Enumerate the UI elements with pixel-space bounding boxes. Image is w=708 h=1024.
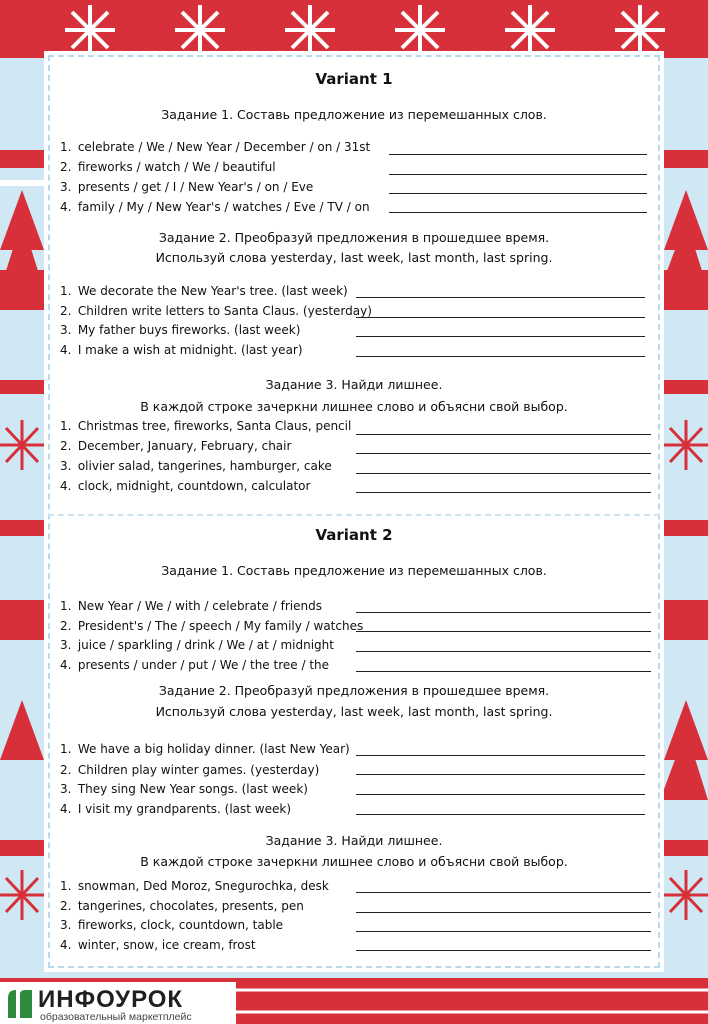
brand-logo[interactable]: [0, 982, 236, 1024]
list-item: 4. presents / under / put / We / the tree / the: [60, 658, 330, 672]
answer-line[interactable]: [356, 631, 651, 632]
answer-line[interactable]: [356, 297, 645, 298]
list-item: 2. Children play winter games. (yesterday): [60, 763, 320, 777]
answer-line[interactable]: [356, 950, 651, 951]
answer-line[interactable]: [356, 336, 645, 337]
answer-line[interactable]: [356, 671, 651, 672]
answer-line[interactable]: [356, 473, 651, 474]
task2-heading: Задание 2. Преобразуй предложения в прошедшее время.: [158, 683, 550, 698]
answer-line[interactable]: [389, 212, 647, 213]
answer-line[interactable]: [356, 755, 645, 756]
list-item: 4. clock, midnight, countdown, calculator: [60, 479, 311, 493]
variant-title: Variant 2: [315, 526, 393, 544]
list-item: 3. They sing New Year songs. (last week): [60, 782, 308, 796]
answer-line[interactable]: [356, 912, 651, 913]
list-item: 1. We decorate the New Year's tree. (last week): [60, 284, 348, 298]
task3-subheading: В каждой строке зачеркни лишнее слово и объясни свой выбор.: [140, 399, 568, 414]
list-item: 1. Christmas tree, fireworks, Santa Claus, pencil: [60, 419, 352, 433]
list-item: 2. December, January, February, chair: [60, 439, 292, 453]
answer-line[interactable]: [356, 931, 651, 932]
list-item: 4. I make a wish at midnight. (last year): [60, 343, 303, 357]
answer-line[interactable]: [356, 356, 645, 357]
logo-mark-icon: [4, 988, 36, 1020]
list-item: 2. fireworks / watch / We / beautiful: [60, 160, 276, 174]
list-item: 3. olivier salad, tangerines, hamburger, cake: [60, 459, 332, 473]
list-item: 3. My father buys fireworks. (last week): [60, 323, 301, 337]
task1-heading: Задание 1. Составь предложение из перемешанных слов.: [161, 563, 547, 578]
answer-line[interactable]: [356, 612, 651, 613]
task3-subheading: В каждой строке зачеркни лишнее слово и объясни свой выбор.: [140, 854, 568, 869]
answer-line[interactable]: [356, 814, 645, 815]
answer-line[interactable]: [356, 317, 645, 318]
answer-line[interactable]: [356, 892, 651, 893]
variant-title: Variant 1: [315, 70, 393, 88]
task3-heading: Задание 3. Найди лишнее.: [265, 833, 443, 848]
list-item: 4. I visit my grandparents. (last week): [60, 802, 292, 816]
task2-heading: Задание 2. Преобразуй предложения в прошедшее время.: [158, 230, 550, 245]
list-item: 4. winter, snow, ice cream, frost: [60, 938, 256, 952]
list-item: 3. juice / sparkling / drink / We / at / midnight: [60, 638, 334, 652]
answer-line[interactable]: [389, 154, 647, 155]
task2-subheading: Используй слова yesterday, last week, last month, last spring.: [155, 250, 553, 265]
list-item: 1. We have a big holiday dinner. (last New Year): [60, 742, 350, 756]
list-item: 2. President's / The / speech / My family / watches: [60, 619, 364, 633]
answer-line[interactable]: [356, 774, 645, 775]
list-item: 2. Children write letters to Santa Claus. (yesterday): [60, 304, 372, 318]
list-item: 3. presents / get / I / New Year's / on / Eve: [60, 180, 314, 194]
list-item: 1. snowman, Ded Moroz, Snegurochka, desk: [60, 879, 329, 893]
list-item: 2. tangerines, chocolates, presents, pen: [60, 899, 304, 913]
list-item: 1. New Year / We / with / celebrate / friends: [60, 599, 322, 613]
answer-line[interactable]: [356, 794, 645, 795]
worksheet: [44, 51, 664, 972]
task2-subheading: Используй слова yesterday, last week, last month, last spring.: [155, 704, 553, 719]
brand-tagline: образовательный маркетплейс: [40, 1011, 192, 1023]
list-item: 1. celebrate / We / New Year / December / on / 31st: [60, 140, 371, 154]
task1-heading: Задание 1. Составь предложение из перемешанных слов.: [161, 107, 547, 122]
list-item: 3. fireworks, clock, countdown, table: [60, 918, 284, 932]
task3-heading: Задание 3. Найди лишнее.: [265, 377, 443, 392]
answer-line[interactable]: [356, 492, 651, 493]
answer-line[interactable]: [356, 651, 651, 652]
answer-line[interactable]: [389, 174, 647, 175]
answer-line[interactable]: [389, 193, 647, 194]
answer-line[interactable]: [356, 453, 651, 454]
list-item: 4. family / My / New Year's / watches / Eve / TV / on: [60, 200, 370, 214]
section-divider: [48, 514, 660, 516]
answer-line[interactable]: [356, 434, 651, 435]
brand-name: ИНФОУРОК: [38, 986, 184, 1013]
